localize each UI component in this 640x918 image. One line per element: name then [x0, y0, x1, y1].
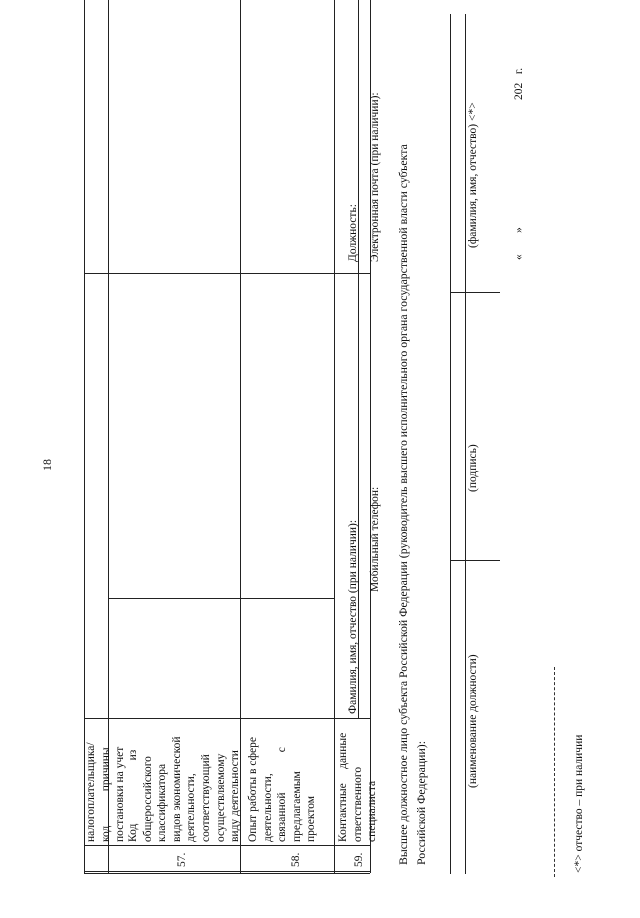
row-divider — [108, 598, 334, 599]
row59-position-label: Должность: — [347, 204, 359, 262]
row59-label-block — [336, 733, 380, 842]
row56-label-line: код причины — [99, 747, 112, 842]
row58-label-block — [246, 737, 319, 842]
row57-label-line: деятельности, — [185, 773, 198, 842]
row59-fio-label: Фамилия, имя, отчество (при наличии): — [347, 519, 359, 714]
row58-label-line: деятельности, — [261, 773, 274, 842]
page-number: 18 — [40, 459, 54, 471]
row57-label-line: соответствующий — [199, 754, 212, 842]
date-year: 202 г. — [513, 67, 525, 100]
row57-number: 57. — [176, 852, 188, 867]
row59-label-line: Контактные данные — [337, 732, 349, 842]
row57-label-line: общероссийского — [141, 756, 154, 842]
row57-label-line: осуществляемому — [214, 753, 227, 842]
row57-label-line: Код из — [127, 749, 139, 842]
position-caption: (наименование должности) — [467, 654, 479, 788]
row57-label-line: классификатора — [156, 763, 169, 842]
signature-intro-line1: Высшее должностное лицо субъекта Российской Федерации (руководитель высшего исполнительного органа государственной власти субъекта — [396, 144, 410, 865]
signature-intro-line2: Российской Федерации): — [414, 740, 428, 865]
row56-label-line: постановки на учет — [114, 746, 127, 842]
signature-divider — [450, 560, 500, 561]
row-divider — [84, 718, 370, 719]
row56-label-block — [84, 742, 128, 842]
row58-label-line: связанной с — [276, 747, 289, 842]
row59-phone-label: Мобильный телефон: — [369, 486, 381, 592]
date-open-quote: « — [513, 254, 525, 260]
signature-line-top — [450, 14, 451, 874]
footnote-text: <*> отчество – при наличии — [573, 734, 585, 873]
row56-label-line: налогоплательщика/ — [85, 742, 97, 842]
name-caption: (фамилия, имя, отчество) <*> — [467, 102, 479, 248]
row-divider — [84, 873, 370, 874]
row58-number: 58. — [290, 852, 302, 867]
table-column-line — [334, 0, 335, 873]
row59-email-label: Электронная почта (при наличии): — [369, 92, 381, 262]
signature-caption: (подпись) — [467, 444, 479, 492]
row58-label-line: Опыт работы в сфере — [247, 737, 259, 842]
column-divider — [84, 273, 370, 274]
row59-label-line: ответственного — [351, 766, 364, 842]
row-divider — [84, 845, 370, 846]
row59-label-line: специалиста — [366, 780, 379, 842]
row57-label-line: видов экономической — [170, 736, 183, 842]
row57-label-block — [126, 737, 243, 842]
row58-label-line: предлагаемым — [290, 771, 303, 842]
row57-label-line: виду деятельности — [229, 750, 242, 842]
row59-number: 59. — [353, 852, 365, 867]
date-close-quote: » — [513, 227, 525, 233]
footnote-separator — [554, 667, 556, 877]
row-divider — [84, 871, 370, 872]
signature-divider — [450, 292, 500, 293]
row58-label-line: проектом — [305, 795, 318, 842]
